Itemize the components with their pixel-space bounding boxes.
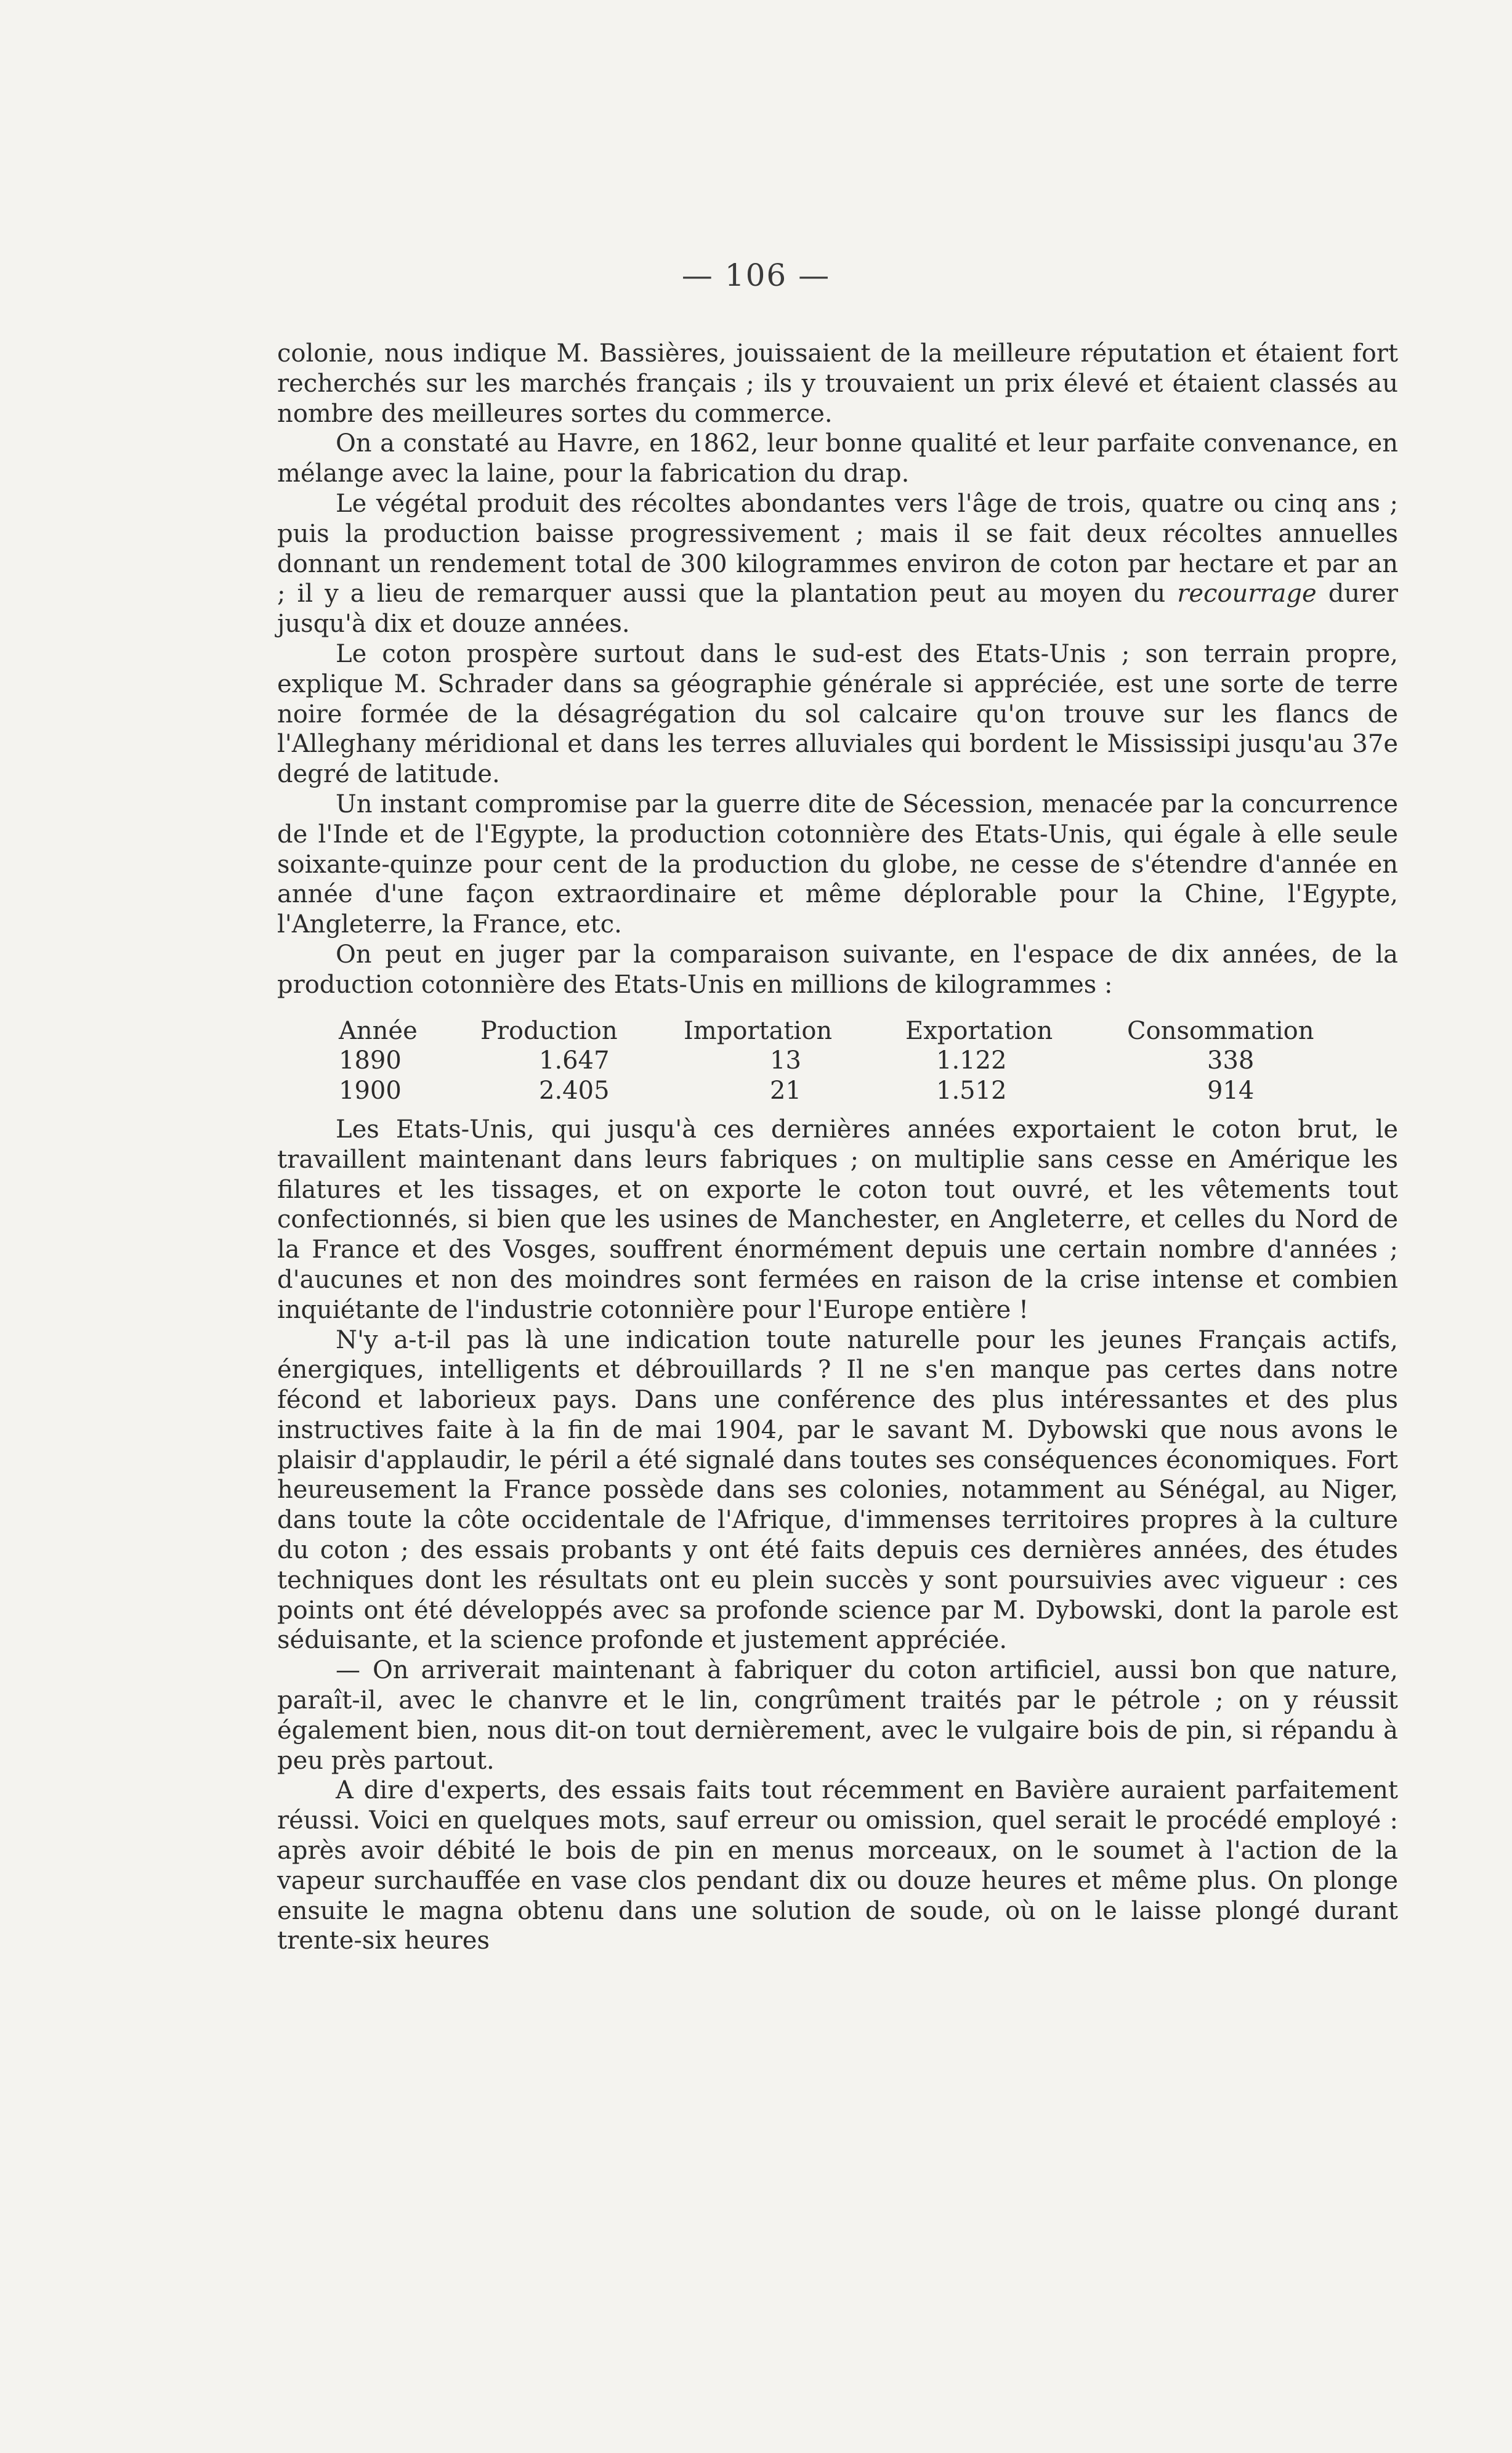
table-header-cell: Importation: [684, 1016, 833, 1045]
table-cell: 1900: [339, 1077, 402, 1105]
table-header-row: [339, 1016, 1410, 1046]
italic-term: recourrage: [1177, 580, 1317, 608]
paragraph: A dire d'experts, des essais faits tout récemment en Bavière auraient parfaitement réussi. Voici en quelques mots, sauf erreur ou omission, quel serait le procédé employé : après avoir débité le bois de pin en menus morceaux, on le soumet à l'action de la vapeur surchauffée en vase clos pendant dix ou douze heures et même plus. On plonge ensuite le magna obtenu dans une solution de soude, où on le laisse plongé durant trente-six heures: [277, 1776, 1398, 1955]
table-header-cell: Année: [339, 1016, 418, 1045]
body-text: [277, 339, 1398, 1956]
paragraph-text: durer jusqu'à dix et douze années.: [277, 580, 1398, 639]
page-number: — 106 —: [681, 257, 831, 293]
table-cell: 914: [1207, 1077, 1255, 1105]
paragraph: Un instant compromise par la guerre dite de Sécession, menacée par la concurrence de l'Inde et de l'Egypte, la production cotonnière des Etats-Unis, qui égale à elle seule soixante-quinze pour cent de la production du globe, ne cesse de s'étendre d'année en année d'une façon extraordinaire et même déplorable pour la Chine, l'Egypte, l'Angleterre, la France, etc.: [277, 790, 1398, 939]
paragraph: Le coton prospère surtout dans le sud-est des Etats-Unis ; son terrain propre, explique M. Schrader dans sa géographie générale si appréciée, est une sorte de terre noire formée de la désagrégation du sol calcaire qu'on trouve sur les flancs de l'Alleghany méridional et dans les terres alluviales qui bordent le Mississipi jusqu'au 37e degré de latitude.: [277, 639, 1398, 789]
paragraph: On peut en juger par la comparaison suivante, en l'espace de dix années, de la production cotonnière des Etats-Unis en millions de kilogrammes :: [277, 940, 1398, 999]
production-table-wrapper: [277, 1016, 1398, 1106]
table-cell: 1.512: [936, 1077, 1007, 1105]
table-cell: 1.647: [539, 1046, 610, 1075]
paragraph-text: Le végétal produit des récoltes abondantes vers l'âge de trois, quatre ou cinq ans ; puis la production baisse progressivement ; mais il se fait deux récoltes annuelles donnant un rendement total de 300 kilogrammes environ de coton par hectare et par an ; il y a lieu de remarquer aussi que la plantation peut au moyen du: [277, 489, 1398, 608]
paragraph: [277, 489, 1398, 639]
paragraph: Les Etats-Unis, qui jusqu'à ces dernières années exportaient le coton brut, le travaillent maintenant dans leurs fabriques ; on multiplie sans cesse en Amérique les filatures et les tissages, et on exporte le coton tout ouvré, et les vêtements tout confectionnés, si bien que les usines de Manchester, en Angleterre, et celles du Nord de la France et des Vosges, souffrent énormément depuis une certain nombre d'années ; d'aucunes et non des moindres sont fermées en raison de la crise intense et combien inquiétante de l'industrie cotonnière pour l'Europe entière !: [277, 1115, 1398, 1324]
table-cell: 13: [770, 1046, 801, 1075]
table-cell: 1.122: [936, 1046, 1007, 1075]
table-row: [339, 1046, 1410, 1076]
production-table: [339, 1016, 1410, 1106]
paragraph: On a constaté au Havre, en 1862, leur bonne qualité et leur parfaite convenance, en mélange avec la laine, pour la fabrication du drap.: [277, 429, 1398, 488]
table-header-cell: Exportation: [905, 1016, 1053, 1045]
table-row: [339, 1076, 1410, 1106]
table-header-cell: Consommation: [1127, 1016, 1314, 1045]
paragraph: — On arriverait maintenant à fabriquer du coton artificiel, aussi bon que nature, paraît-il, avec le chanvre et le lin, congrûment traités par le pétrole ; on y réussit également bien, nous dit-on tout dernièrement, avec le vulgaire bois de pin, si répandu à peu près partout.: [277, 1656, 1398, 1775]
table-cell: 2.405: [539, 1077, 610, 1105]
paragraph: N'y a-t-il pas là une indication toute naturelle pour les jeunes Français actifs, énergiques, intelligents et débrouillards ? Il ne s'en manque pas certes dans notre fécond et laborieux pays. Dans une conférence des plus intéressantes et des plus instructives faite à la fin de mai 1904, par le savant M. Dybowski que nous avons le plaisir d'applaudir, le péril a été signalé dans toutes ses conséquences économiques. Fort heureusement la France possède dans ses colonies, notamment au Sénégal, au Niger, dans toute la côte occidentale de l'Afrique, d'immenses territoires propres à la culture du coton ; des essais probants y ont été faits depuis ces dernières années, des études techniques dont les résultats ont eu plein succès y sont poursuivies avec vigueur : ces points ont été développés avec sa profonde science par M. Dybowski, dont la parole est séduisante, et la science profonde et justement appréciée.: [277, 1325, 1398, 1655]
table-header-cell: Production: [480, 1016, 618, 1045]
table-cell: 338: [1207, 1046, 1255, 1075]
table-cell: 21: [770, 1077, 801, 1105]
paragraph: colonie, nous indique M. Bassières, jouissaient de la meilleure réputation et étaient fort recherchés sur les marchés français ; ils y trouvaient un prix élevé et étaient classés au nombre des meilleures sortes du commerce.: [277, 339, 1398, 428]
table-cell: 1890: [339, 1046, 402, 1075]
